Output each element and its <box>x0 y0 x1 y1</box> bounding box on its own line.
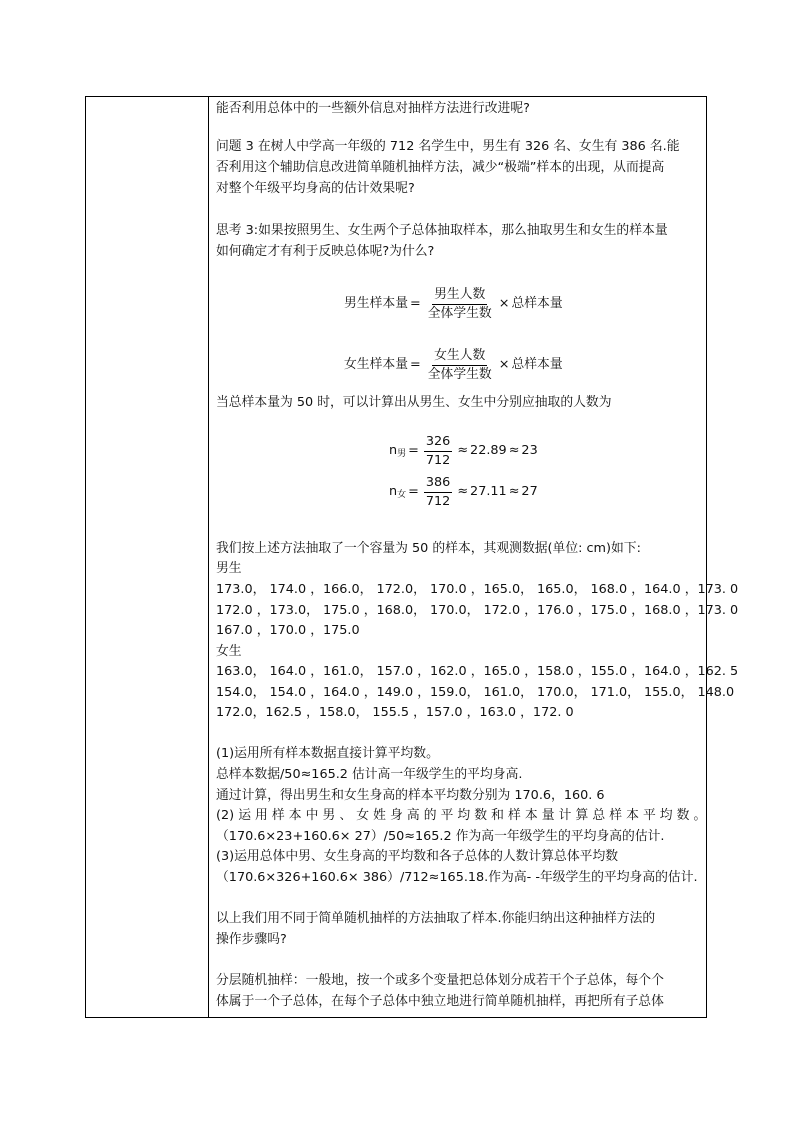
formula-approx: ≈ <box>457 443 469 459</box>
formula-times: × <box>498 357 510 373</box>
text-line: 思考 3:如果按照男生、女生两个子总体抽取样本，那么抽取男生和女生的样本量 <box>216 223 668 238</box>
formula-lhs: 女生样本量 <box>344 357 408 373</box>
text-line: 如何确定才有利于反映总体呢?为什么? <box>216 244 435 259</box>
formula-n: n <box>389 484 398 500</box>
text-line: 当总样本量为 50 时，可以计算出从男生、女生中分别应抽取的人数为 <box>216 395 612 410</box>
formula-fraction <box>426 348 494 383</box>
formula-fraction <box>424 434 452 469</box>
formula-boy-sample-size <box>344 287 563 322</box>
lesson-table <box>85 96 739 1018</box>
text-line: 以上我们用不同于简单随机抽样的方法抽取了样本.你能归纳出这种抽样方法的 <box>216 911 656 926</box>
data-row-girls: 163.0， 164.0 ，161.0， 157.0 ，162.0 ，165.0 ，158.0 ，155.0 ，164.0 ，162. 5 <box>216 664 739 679</box>
formula-n-girl <box>389 475 538 510</box>
text-line: 问题 3 在树人中学高一年级的 712 名学生中，男生有 326 名、女生有 386 名.能 <box>216 139 680 154</box>
text-line: 体属于一个子总体，在每个子总体中独立地进行简单随机抽样，再把所有子总体 <box>216 994 664 1009</box>
text-line: 男生 <box>216 561 242 576</box>
text-line: 否利用这个辅助信息改进简单随机抽样方法，减少“极端”样本的出现，从而提高 <box>216 160 665 175</box>
formula-eq: = <box>409 357 421 373</box>
formula-value: 27 <box>521 484 538 500</box>
formula-eq: = <box>408 443 419 459</box>
formula-rhs: 总样本量 <box>511 357 563 373</box>
text-line: 能否利用总体中的一些额外信息对抽样方法进行改进呢? <box>216 101 530 116</box>
formula-n-boy <box>389 434 538 469</box>
fraction-numerator: 386 <box>424 475 452 493</box>
formula-n: n <box>389 443 398 459</box>
fraction-numerator: 326 <box>424 434 452 452</box>
text-line: （170.6×326+160.6× 386）/712≈165.18.作为高- -年级学生的平均身高的估计. <box>216 870 698 885</box>
fraction-numerator: 女生人数 <box>432 348 487 366</box>
formula-girl-sample-size <box>344 348 563 383</box>
data-row-girls: 172.0，162.5 ，158.0， 155.5 ，157.0 ，163.0 ，172. 0 <box>216 705 574 720</box>
data-row-boys: 167.0 ，170.0 ，175.0 <box>216 623 360 638</box>
fraction-denominator: 全体学生数 <box>427 306 492 321</box>
text-line: 我们按上述方法抽取了一个容量为 50 的样本，其观测数据(单位: cm)如下: <box>216 541 641 556</box>
text-line: 对整个年级平均身高的估计效果呢? <box>216 181 415 196</box>
formula-approx: ≈ <box>457 484 469 500</box>
formula-fraction <box>426 287 494 322</box>
data-row-girls: 154.0， 154.0 ，164.0 ，149.0 ，159.0， 161.0， 170.0， 171.0， 155.0， 148.0 <box>216 685 735 700</box>
formula-eq: = <box>408 484 419 500</box>
text-line: 通过计算，得出男生和女生身高的样本平均数分别为 170.6，160. 6 <box>216 788 605 803</box>
fraction-denominator: 全体学生数 <box>427 367 492 382</box>
formula-approx: ≈ <box>508 484 520 500</box>
text-line: 操作步骤吗? <box>216 932 287 947</box>
text-line: 分层随机抽样：一般地，按一个或多个变量把总体划分成若干个子总体，每个个 <box>216 973 664 988</box>
data-row-boys: 173.0， 174.0 ，166.0， 172.0， 170.0 ，165.0， 165.0， 168.0 ，164.0 ，173. 0 <box>216 582 739 597</box>
formula-lhs: 男生样本量 <box>344 296 408 312</box>
formula-value: 27.11 <box>470 484 507 500</box>
text-line: （170.6×23+160.6× 27）/50≈165.2 作为高一年级学生的平均身高的估计. <box>216 829 665 844</box>
text-line: 女生 <box>216 644 242 659</box>
text-line: (3)运用总体中男、女生身高的平均数和各子总体的人数计算总体平均数 <box>216 849 619 864</box>
fraction-denominator: 712 <box>425 494 451 509</box>
formula-value: 23 <box>521 443 538 459</box>
formula-subscript: 男 <box>397 449 407 460</box>
fraction-denominator: 712 <box>425 453 451 468</box>
formula-value: 22.89 <box>470 443 507 459</box>
formula-times: × <box>498 296 510 312</box>
formula-approx: ≈ <box>508 443 520 459</box>
formula-fraction <box>424 475 452 510</box>
column-divider <box>208 97 209 1017</box>
data-row-boys: 172.0 ，173.0， 175.0 ，168.0， 170.0， 172.0 ，176.0 ，175.0 ，168.0 ，173. 0 <box>216 603 739 618</box>
fraction-numerator: 男生人数 <box>432 287 487 305</box>
formula-rhs: 总样本量 <box>511 296 563 312</box>
text-line: (1)运用所有样本数据直接计算平均数。 <box>216 746 439 761</box>
text-line: 总样本数据/50≈165.2 估计高一年级学生的平均身高. <box>216 767 523 782</box>
formula-subscript: 女 <box>397 490 407 501</box>
formula-eq: = <box>409 296 421 312</box>
text-line: (2) 运 用 样 本 中 男 、 女 姓 身 高 的 平 均 数 和 样 本 量 计 算 总 样 本 平 均 数 。 <box>216 808 707 823</box>
